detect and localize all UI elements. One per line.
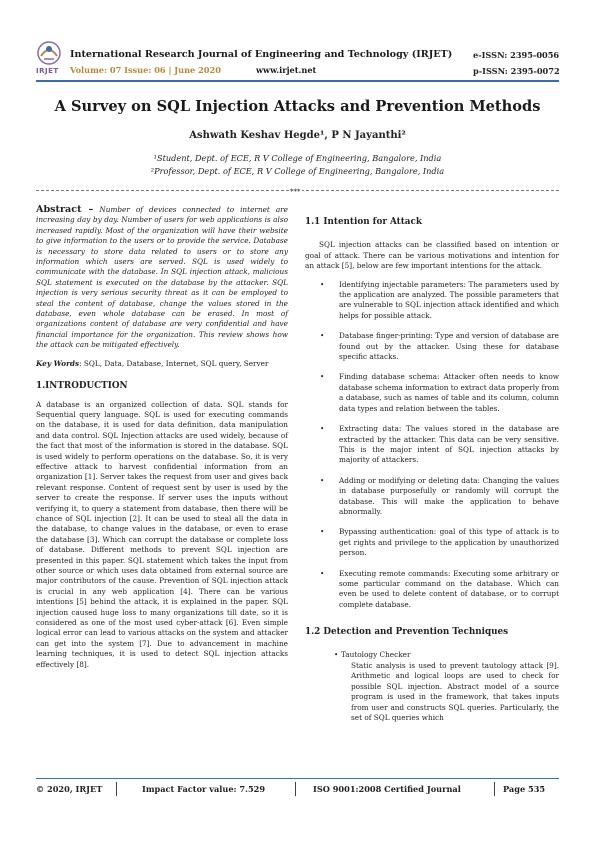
bullet-icon: • [320,568,325,578]
paper-title: A Survey on SQL Injection Attacks and Prevention Methods [54,98,541,115]
list-item-text: Identifying injectable parameters: The parameters used by the application are analyzed. The possible parameters that are vulnerable to SQL injection attack identified and which helps for possible attack. [339,279,559,320]
footer-separator [494,782,495,796]
affiliation-2: ²Professor, Dept. of ECE, R V College of Engineering, Bangalore, India [150,166,445,176]
intention-list [305,280,559,611]
footer-separator [116,782,117,796]
list-item [305,569,559,611]
intro-heading: 1.INTRODUCTION [36,381,128,392]
footer-separator [295,782,296,796]
footer-divider [36,778,559,779]
page-footer [36,780,559,798]
footer-impact-factor: Impact Factor value: 7.529 [142,784,266,794]
bullet-icon: • [320,424,325,434]
list-item [305,331,559,362]
left-column [36,205,288,670]
journal-website-link[interactable]: www.irjet.net [256,65,317,75]
list-item [305,280,559,322]
list-item-text: Database finger-printing: Type and version of database are found out by the attacker. Using these for database specific attacks. [339,331,559,362]
footer-iso: ISO 9001:2008 Certified Journal [313,784,461,794]
list-item [305,424,559,466]
list-item-text: Adding or modifying or deleting data: Changing the values in database purposefully or randomly will corrupt the database. This will make the application to behave abnormally. [339,475,559,516]
bullet-icon: • [320,475,325,485]
list-item [305,476,559,518]
right-column [305,217,559,723]
list-item [305,527,559,558]
sub-bullet-tautology [305,650,559,660]
heading-detection: 1.2 Detection and Prevention Techniques [305,627,509,638]
bullet-icon: • [334,649,339,659]
eissn: e-ISSN: 2395-0056 [473,50,560,60]
bullet-icon: • [320,372,325,382]
keywords [36,359,288,369]
volume-issue: Volume: 07 Issue: 06 | June 2020 [70,65,221,75]
header-divider [36,80,559,82]
sub-bullet-label: Tautology Checker [341,649,411,659]
bullet-icon: • [320,527,325,537]
intro-text: A database is an organized collection of data. SQL stands for Sequential query language. SQL is used for executing commands on the database, it is used for data definition, data manipulation and data control. SQL Injection attacks are used widely, because of the fact that most of the information is stored in the database. SQL is used widely to perform operations on the database. So, it is very effective attack to harvest confidential information from an organization [1]. Server takes the request from user and gives back relevant response. Content of request sent by user is used by the server to create the response. If server uses the inputs without verifying it, to query a statement from database, then there will be chance of SQL injection [2]. It can be used to steal all the data in the database, to change values in the database, or even to erase the database [3]. Which can corrupt the database or complete loss of database. Different methods to prevent SQL injection are presented in this paper. SQL statement which takes the input from other source or which uses data obtained from external source are major contributors of the cause. Prevention of SQL injection attack is crucial in any web application [4]. There can be various intentions [5] behind the attack, it is explained in the paper. SQL injection caused huge loss to many organizations till date, so it is considered as one of the most used cyber-attack [6]. Even simple logical error can lead to various attacks on the system and attacker can get into the system [7]. Due to advancement in machine learning techniques, it is used to detect SQL injection attacks effectively [8]. [36,399,288,669]
list-item-text: Bypassing authentication: goal of this type of attack is to get rights and privilege to the application by unauthorized person. [339,527,559,558]
abstract-label: Abstract – [36,204,94,215]
footer-page-number: Page 535 [503,784,546,794]
irjet-logo-icon [36,40,62,66]
abstract-text: Number of devices connected to internet are increasing day by day. Number of users for web applications is also increased rapidly. Most of the organization will have their website to give information to the users or to provide the service. Database is necessary to store data related to users or to store any information which users are served. SQL is used widely to communicate with the database. In SQL injection attack, malicious SQL statement is executed on the database by the attacker. SQL injection is very serious security threat as it can be employed to steal the content of database, change the values stored in the database, even whole database can be erased. In most of organizations content of database are very confidential and have financial importance for the organization. This review shows how the attack can be mitigated effectively. [36,205,288,350]
affiliation-1: ¹Student, Dept. of ECE, R V College of Engineering, Bangalore, India [153,153,442,163]
page-header [0,0,595,78]
footer-copyright: © 2020, IRJET [36,784,103,794]
keywords-text: : SQL, Data, Database, Internet, SQL query, Server [79,358,269,368]
intention-intro: SQL injection attacks can be classified based on intention or goal of attack. There can be various motivations and intention for an attack [5], below are few important intentions for the attack. [305,240,559,271]
abstract [36,205,288,351]
tautology-text: Static analysis is used to prevent tautology attack [9]. Arithmetic and logical loops are used to check for possible SQL injection. Abstract model of a source program is used in the framework, that takes inputs from user and constructs SQL queries. Particularly, the set of SQL queries which [351,661,559,723]
bullet-icon: • [320,331,325,341]
heading-intention: 1.1 Intention for Attack [305,217,422,227]
list-item-text: Extracting data: The values stored in the database are extracted by the attacker. This data can be very sensitive. This is the major intent of SQL injection attacks by majority of attackers. [339,424,559,465]
list-item-text: Finding database schema: Attacker often needs to know database schema information to extract data properly from a database, such as names of table and its column, column data types and relation between the tables. [339,372,559,413]
journal-title: International Research Journal of Engineering and Technology (IRJET) [70,49,453,60]
list-item [305,372,559,414]
paper-authors: Ashwath Keshav Hegde¹, P N Jayanthi² [189,130,406,141]
logo-text: IRJET [36,67,59,75]
bullet-icon: • [320,279,325,289]
divider-stars: *** [290,188,301,196]
pissn: p-ISSN: 2395-0072 [473,66,560,76]
list-item-text: Executing remote commands: Executing some arbitrary or some particular command on the database. Which can even be used to delete content of database, or to corrupt complete database. [339,568,559,609]
keywords-label: Key Words [36,358,80,368]
